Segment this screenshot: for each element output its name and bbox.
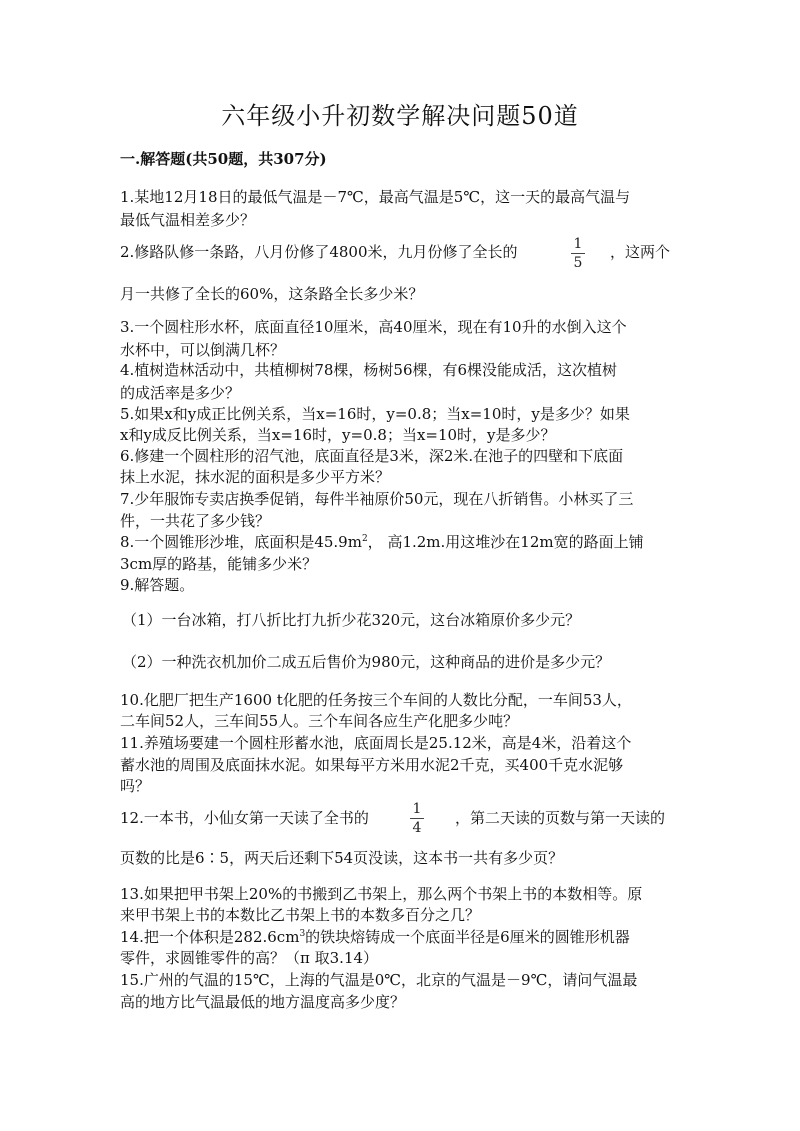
- question-6-line-2: 抹上水泥，抹水泥的面积是多少平方米？: [120, 468, 391, 486]
- fraction-one-fifth: [570, 236, 586, 271]
- question-2-line-2: 月一共修了全长的60%，这条路全长多少米？: [120, 285, 424, 303]
- question-14-text-b: 的铁块熔铸成一个底面半径是6厘米的圆锥形机器: [305, 928, 630, 946]
- question-6-line-1: 6.修建一个圆柱形的沼气池，底面直径是3米，深2米.在池子的四壁和下底面: [120, 447, 624, 465]
- section-heading: 一.解答题(共50题，共307分): [120, 150, 327, 168]
- question-5-line-2: x和y成反比例关系，当x=16时，y=0.8；当x=10时，y是多少？: [120, 426, 556, 444]
- fraction-numerator: 1: [412, 801, 422, 817]
- question-2-line-1b: ，这两个: [610, 243, 671, 261]
- question-9-sub-1: （1）一台冰箱，打八折比打九折少花320元，这台冰箱原价多少元？: [122, 611, 581, 629]
- fraction-denominator: 4: [412, 820, 422, 836]
- fraction-bar: [410, 818, 424, 819]
- question-12-line-1b: ，第二天读的页数与第一天读的: [455, 809, 666, 827]
- page-title: 六年级小升初数学解决问题50道: [221, 102, 579, 130]
- question-12-line-2: 页数的比是6∶5，两天后还剩下54页没读，这本书一共有多少页？: [120, 849, 564, 867]
- question-11-line-1: 11.养殖场要建一个圆柱形蓄水池，底面周长是25.12米，高是4米，沿着这个: [120, 734, 632, 752]
- question-13-line-1: 13.如果把甲书架上20%的书搬到乙书架上，那么两个书架上书的本数相等。原: [120, 885, 643, 903]
- question-8-line-2: 3cm厚的路基，能铺多少米？: [120, 555, 318, 573]
- question-15-line-2: 高的地方比气温最低的地方温度高多少度？: [120, 993, 406, 1011]
- question-1-line-2: 最低气温相差多少？: [120, 211, 256, 229]
- fraction-bar: [571, 253, 585, 254]
- question-13-line-2: 来甲书架上书的本数比乙书架上书的本数多百分之几？: [120, 906, 481, 924]
- question-8-line-1: [120, 532, 644, 552]
- question-12-line-1a: 12.一本书，小仙女第一天读了全书的: [120, 809, 369, 827]
- question-2-line-1a: 2.修路队修一条路，八月份修了4800米，九月份修了全长的: [120, 243, 518, 261]
- question-11-line-3: 吗？: [120, 777, 151, 795]
- question-9-line-1: 9.解答题。: [120, 576, 195, 594]
- superscript-2: 2: [361, 534, 368, 544]
- question-8-text-b: ， 高1.2m.用这堆沙在12m宽的路面上铺: [367, 533, 644, 551]
- question-10-line-1: 10.化肥厂把生产1600 t化肥的任务按三个车间的人数比分配，一车间53人，: [120, 691, 632, 709]
- fraction-one-fourth: [409, 801, 425, 836]
- superscript-3: 3: [299, 929, 306, 939]
- question-4-line-2: 的成活率是多少？: [120, 384, 241, 402]
- question-4-line-1: 4.植树造林活动中，共植柳树78棵，杨树56棵，有6棵没能成活，这次植树: [120, 361, 618, 379]
- question-14-text-a: 14.把一个体积是282.6cm: [120, 928, 300, 946]
- question-14-line-2: 零件，求圆锥零件的高？（π 取3.14）: [120, 949, 379, 967]
- question-7-line-1: 7.少年服饰专卖店换季促销，每件半袖原价50元，现在八折销售。小林买了三: [120, 490, 634, 508]
- fraction-numerator: 1: [573, 236, 583, 252]
- question-11-line-2: 蓄水池的周围及底面抹水泥。如果每平方米用水泥2千克，买400千克水泥够: [120, 756, 624, 774]
- question-7-line-2: 件，一共花了多少钱？: [120, 512, 271, 530]
- question-5-line-1: 5.如果x和y成正比例关系，当x=16时，y=0.8；当x=10时，y是多少？如果: [120, 405, 630, 423]
- question-3-line-2: 水杯中，可以倒满几杯？: [120, 341, 286, 359]
- fraction-denominator: 5: [573, 255, 583, 271]
- question-1-line-1: 1.某地12月18日的最低气温是－7℃，最高气温是5℃，这一天的最高气温与: [120, 188, 631, 206]
- question-9-sub-2: （2）一种洗衣机加价二成五后售价为980元，这种商品的进价是多少元？: [122, 653, 611, 671]
- question-10-line-2: 二车间52人，三车间55人。三个车间各应生产化肥多少吨？: [120, 712, 519, 730]
- question-3-line-1: 3.一个圆柱形水杯，底面直径10厘米，高40厘米，现在有10升的水倒入这个: [120, 318, 627, 336]
- question-15-line-1: 15.广州的气温的15℃，上海的气温是0℃，北京的气温是－9℃，请问气温最: [120, 971, 638, 989]
- question-14-line-1: [120, 927, 630, 947]
- question-8-text-a: 8.一个圆锥形沙堆，底面积是45.9m: [120, 533, 362, 551]
